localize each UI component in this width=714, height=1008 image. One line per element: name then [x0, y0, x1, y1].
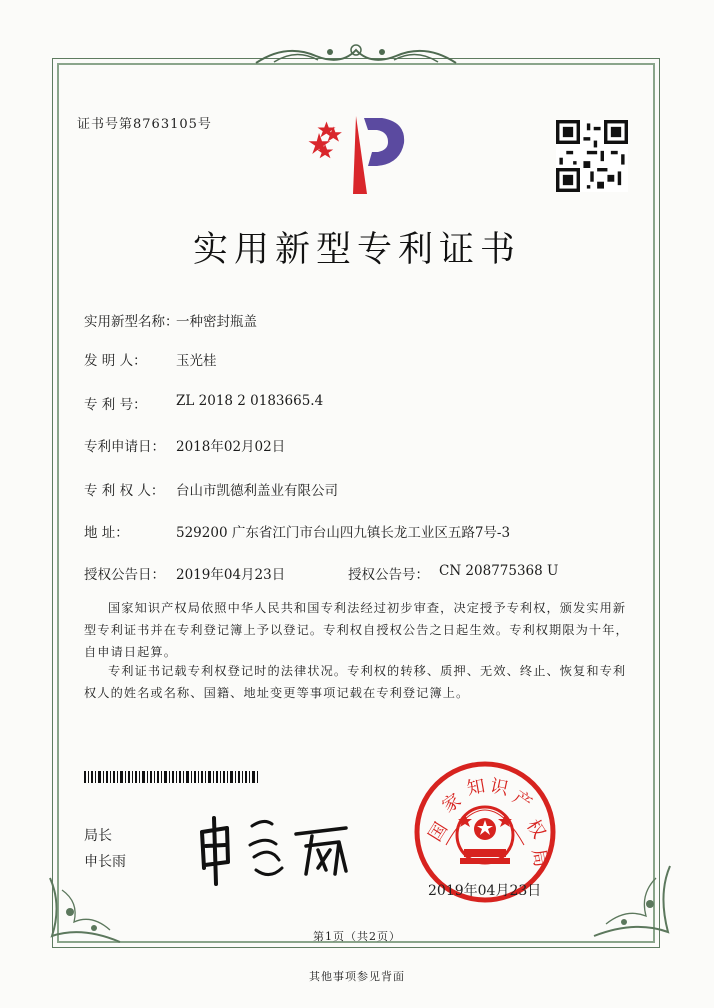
patent-office-logo [304, 108, 408, 196]
certificate-paragraph-2: 专利证书记载专利权登记时的法律状况。专利权的转移、质押、无效、终止、恢复和专利权人的姓名或名称、国籍、地址变更等事项记载在专利登记簿上。 [84, 664, 627, 700]
address-label: 地 址： [84, 525, 129, 541]
footer-note: 其他事项参见背面 [309, 970, 405, 983]
patentee-value: 台山市凯德利盖业有限公司 [176, 483, 338, 499]
svg-text:家: 家 [438, 789, 466, 818]
inventor-label: 发 明 人： [84, 353, 147, 369]
qr-code-icon [556, 120, 628, 192]
svg-text:国: 国 [424, 818, 453, 846]
svg-text:知: 知 [465, 775, 487, 800]
svg-text:权: 权 [521, 815, 550, 843]
certificate-paragraph-1: 国家知识产权局依照中华人民共和国专利法经过初步审查，决定授予专利权，颁发实用新型专利证书并在专利登记簿上予以登记。专利权自授权公告之日起生效。专利权期限为十年，自申请日起算。 [84, 601, 629, 659]
certificate-title: 实用新型专利证书 [192, 230, 521, 270]
seal-date: 2019年04月23日 [428, 883, 542, 899]
svg-text:识: 识 [488, 775, 511, 800]
filing-date-label: 专利申请日： [84, 439, 165, 455]
filing-date-value: 2018年02月02日 [176, 439, 286, 455]
barcode-icon [84, 771, 260, 783]
grant-date-value: 2019年04月23日 [176, 567, 286, 583]
director-signature [194, 808, 354, 888]
svg-text:产: 产 [508, 786, 536, 815]
page-number: 第1页（共2页） [313, 930, 401, 943]
name-value: 一种密封瓶盖 [176, 314, 257, 330]
patentee-label: 专 利 权 人： [84, 483, 165, 499]
director-title: 局长 [84, 828, 112, 844]
patent-number-label: 专 利 号： [84, 397, 147, 413]
director-name: 申长雨 [84, 854, 126, 870]
svg-text:局: 局 [527, 847, 552, 869]
name-label: 实用新型名称： [84, 314, 179, 330]
patent-number-value: ZL 2018 2 0183665.4 [176, 393, 324, 409]
grant-number-value: CN 208775368 U [439, 563, 559, 579]
address-value: 529200 广东省江门市台山四九镇长龙工业区五路7号-3 [176, 525, 511, 541]
certificate-number: 证书号第8763105号 [77, 117, 212, 132]
inventor-value: 玉光桂 [176, 353, 217, 369]
grant-number-label: 授权公告号： [348, 567, 429, 583]
grant-date-label: 授权公告日： [84, 567, 165, 583]
top-ornament [246, 38, 466, 72]
